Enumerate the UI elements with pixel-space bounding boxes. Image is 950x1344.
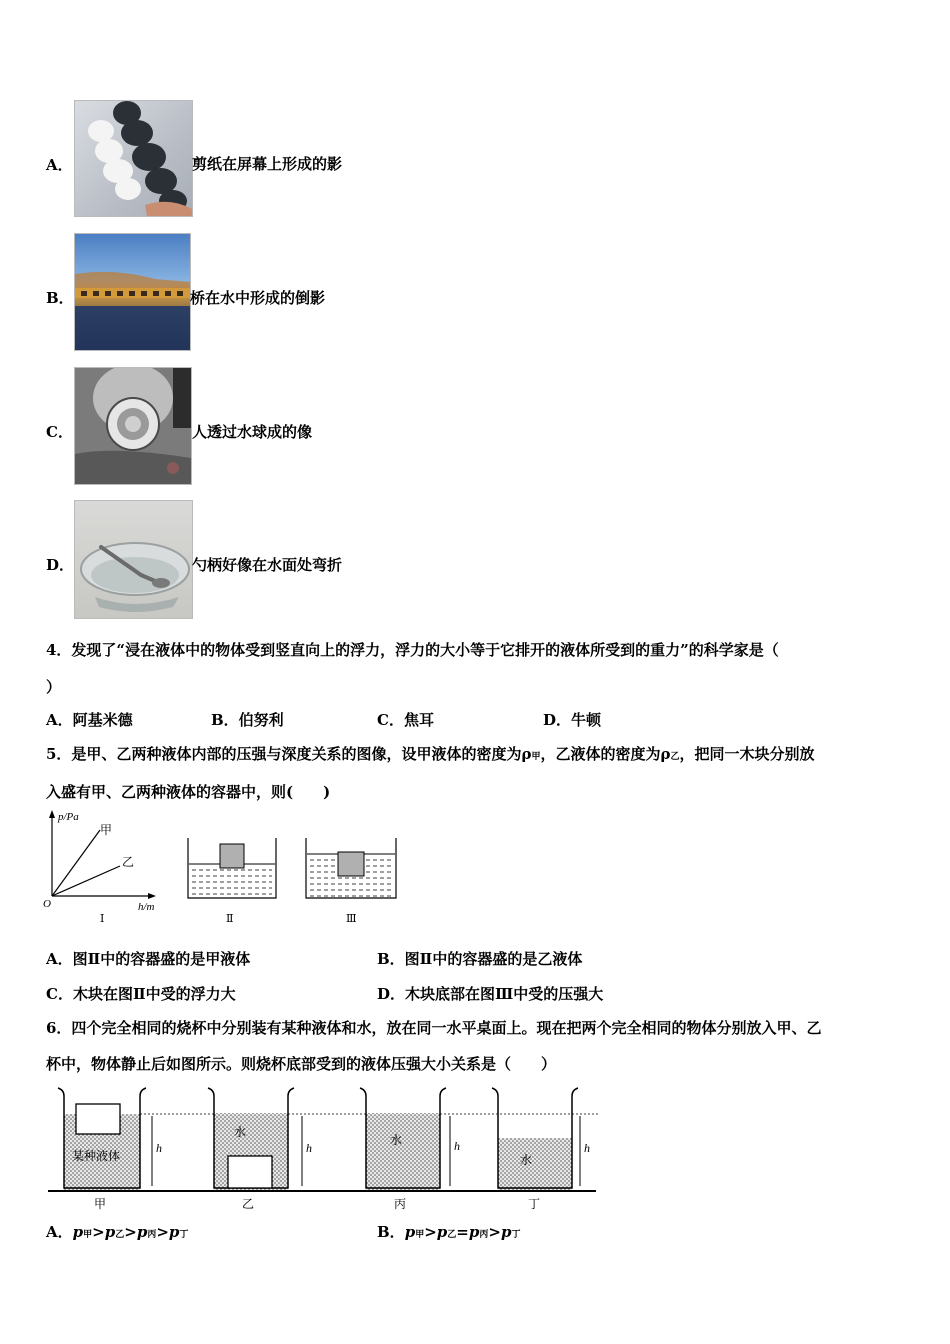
option-caption: 桥在水中形成的倒影 — [190, 289, 326, 307]
q5-stem-line1: 5．是甲、乙两种液体内部的压强与深度关系的图像，设甲液体的密度为ρ甲，乙液体的密度为ρ乙，把同一木块分别放 — [46, 745, 815, 763]
h-label: h — [306, 1141, 312, 1155]
q6-beakers-figure — [40, 1080, 610, 1212]
q6-stem-line2: 杯中，物体静止后如图所示。则烧杯底部受到的液体压强大小关系是（ ） — [46, 1055, 557, 1073]
water-label: 水 — [390, 1133, 403, 1147]
x-axis-label: h/m — [138, 901, 155, 913]
q4-stem-line2: ） — [46, 678, 62, 696]
q5-stem-line2: 入盛有甲、乙两种液体的容器中，则( ) — [46, 783, 331, 801]
option-letter: A． — [46, 156, 73, 174]
q4-option-c: C．焦耳 — [377, 711, 434, 729]
q5-option-c: C．木块在图Ⅱ中受的浮力大 — [46, 985, 236, 1003]
y-axis-label: p/Pa — [58, 811, 79, 823]
bent-spoon-photo — [74, 500, 193, 619]
beaker-jia — [58, 1088, 162, 1211]
q5-figure — [40, 808, 410, 928]
q5-option-b: B．图Ⅱ中的容器盛的是乙液体 — [377, 950, 583, 968]
cup-label: 丙 — [394, 1197, 407, 1211]
h-label: h — [156, 1141, 162, 1155]
q6-stem-line1: 6．四个完全相同的烧杯中分别装有某种液体和水，放在同一水平桌面上。现在把两个完全相同的物体分别放入甲、乙 — [46, 1019, 822, 1037]
water-label: 水 — [234, 1125, 247, 1139]
object-block — [228, 1156, 272, 1188]
cup-label: 丁 — [528, 1197, 541, 1211]
q4-stem-line1: 4．发现了“浸在液体中的物体受到竖直向上的浮力，浮力的大小等于它排开的液体所受到的重力”的科学家是（ — [46, 641, 779, 659]
subscript-yi: 乙 — [670, 752, 680, 762]
water-label: 水 — [520, 1153, 533, 1167]
line-jia-label: 甲 — [100, 823, 113, 837]
subscript-jia: 甲 — [531, 752, 541, 762]
container-3 — [306, 838, 396, 898]
option-caption: 剪纸在屏幕上形成的影 — [192, 155, 343, 173]
beaker-yi — [208, 1088, 312, 1211]
q4-option-b: B．伯努利 — [211, 711, 284, 729]
object-block — [76, 1104, 120, 1134]
fig2-label: Ⅱ — [226, 913, 234, 925]
rho-symbol: ρ — [660, 745, 671, 763]
q4-option-a: A．阿基米德 — [46, 711, 133, 729]
cup-label: 甲 — [94, 1197, 107, 1211]
q6-option-b: B．p甲>p乙=p丙>p丁 — [377, 1223, 521, 1241]
option-letter: C． — [46, 423, 73, 441]
option-letter: D． — [46, 556, 75, 574]
x-axis-arrow-icon — [148, 893, 156, 899]
cup-label: 乙 — [242, 1197, 255, 1211]
line-yi-label: 乙 — [122, 855, 135, 869]
water-ball-photo — [74, 367, 192, 485]
wood-block — [338, 852, 364, 876]
rho-symbol: ρ — [521, 745, 532, 763]
origin-label: O — [43, 898, 51, 910]
bridge-reflection-photo — [74, 233, 191, 351]
container-2 — [188, 838, 276, 898]
y-axis-arrow-icon — [49, 810, 55, 818]
option-caption: 勺柄好像在水面处弯折 — [192, 556, 343, 574]
beaker-ding — [492, 1088, 590, 1211]
liquid-label: 某种液体 — [72, 1149, 121, 1163]
beaker-bing — [360, 1088, 460, 1211]
fig3-label: Ⅲ — [346, 913, 357, 925]
fig1-label: Ⅰ — [100, 913, 105, 925]
wood-block — [220, 844, 244, 868]
q5-option-d: D．木块底部在图Ⅲ中受的压强大 — [377, 985, 604, 1003]
option-caption: 人透过水球成的像 — [192, 423, 313, 441]
q6-option-a: A．p甲>p乙>p丙>p丁 — [46, 1223, 189, 1241]
line-jia — [52, 830, 100, 896]
q5-option-a: A．图Ⅱ中的容器盛的是甲液体 — [46, 950, 251, 968]
q4-option-d: D．牛顿 — [543, 711, 602, 729]
h-label: h — [584, 1141, 590, 1155]
paper-cut-shadow-photo — [74, 100, 193, 217]
option-letter: B． — [46, 289, 74, 307]
h-label: h — [454, 1139, 460, 1153]
